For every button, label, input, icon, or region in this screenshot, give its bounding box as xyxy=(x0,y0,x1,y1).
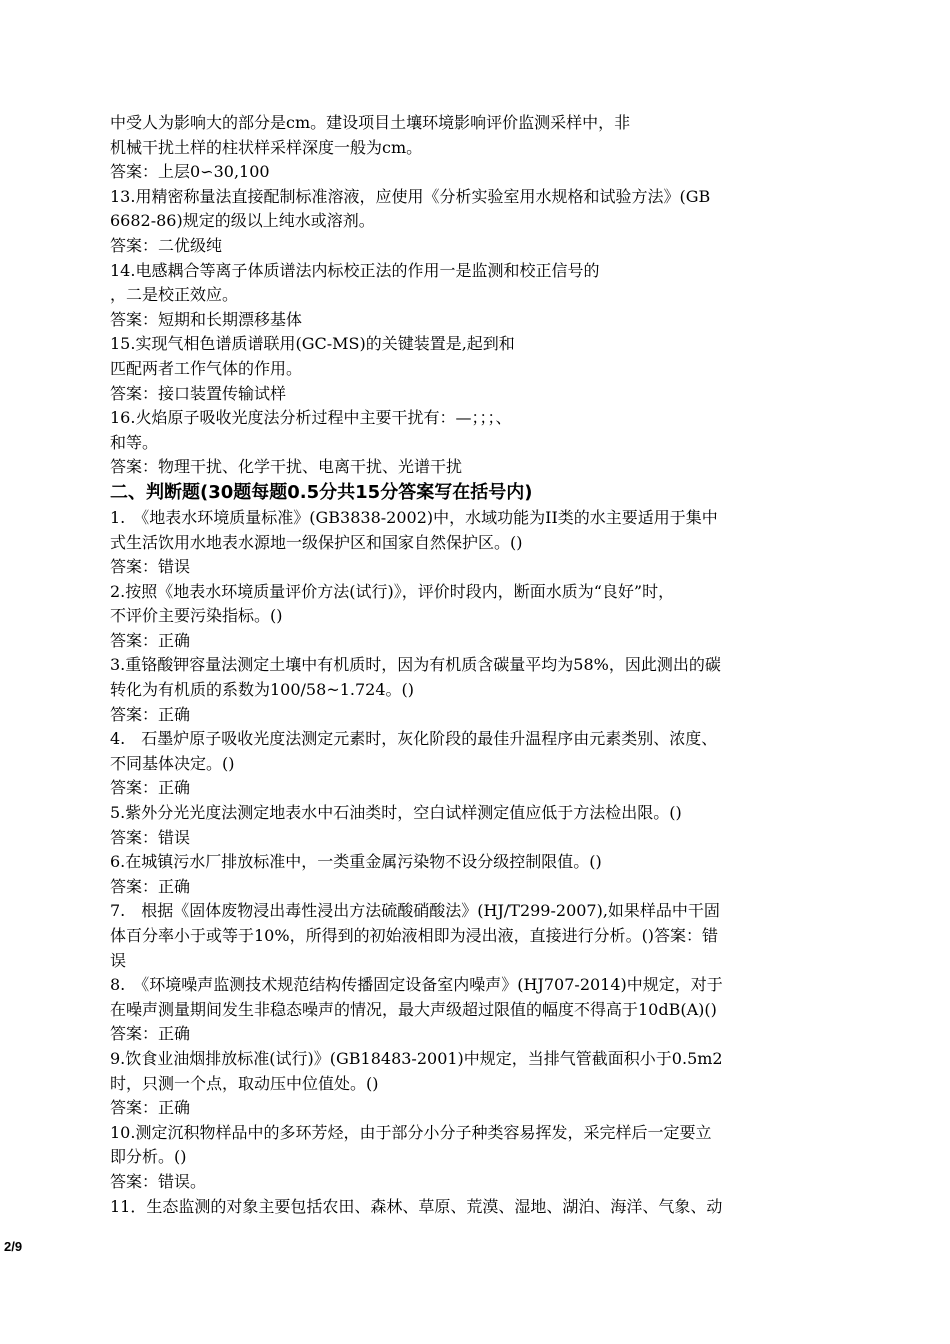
text-line: 答案：错误 xyxy=(110,827,191,847)
text-line: 答案：上层0∽30,100 xyxy=(110,162,270,182)
text-line: ，二是校正效应。 xyxy=(110,285,239,305)
text-line: 式生活饮用水地表水源地一级保护区和国家自然保护区。() xyxy=(110,532,523,552)
text-line: 答案：二优级纯 xyxy=(110,235,223,255)
text-line: 答案：正确 xyxy=(110,778,191,798)
text-line: 2.按照《地表水环境质量评价方法(试行)》，评价时段内，断面水质为“良好”时， xyxy=(110,581,675,601)
text-line: 时，只测一个点，取动压中位值处。() xyxy=(110,1073,379,1093)
text-line: 8. 《环境噪声监测技术规范结构传播固定设备室内噪声》(HJ707-2014)中规定，对于 xyxy=(110,975,723,995)
text-line: 5.紫外分光光度法测定地表水中石油类时，空白试样测定值应低于方法检出限。() xyxy=(110,803,682,823)
text-line: 答案：正确 xyxy=(110,1098,191,1118)
text-line: 在噪声测量期间发生非稳态噪声的情况，最大声级超过限值的幅度不得高于10dB(A)() xyxy=(110,999,717,1019)
text-line: 中受人为影响大的部分是cm。建设项目土壤环境影响评价监测采样中，非 xyxy=(110,113,631,132)
text-line: 和等。 xyxy=(110,432,159,452)
text-line: 答案：短期和长期漂移基体 xyxy=(110,309,303,329)
text-line: 不同基体决定。() xyxy=(110,753,235,773)
text-line: 11．生态监测的对象主要包括农田、森林、草原、荒漠、湿地、湖泊、海洋、气象、动 xyxy=(110,1196,723,1216)
text-line: 10.测定沉积物样品中的多环芳烃，由于部分小分子种类容易挥发，采完样后一定要立 xyxy=(110,1122,712,1142)
text-line: 转化为有机质的系数为100/58~1.724。() xyxy=(110,680,414,700)
text-line: 答案：正确 xyxy=(110,1024,191,1044)
text-line: 答案：接口装置传输试样 xyxy=(110,383,287,403)
text-line: 答案：正确 xyxy=(110,876,191,896)
text-line: 14.电感耦合等离子体质谱法内标校正法的作用一是监测和校正信号的 xyxy=(110,260,600,280)
text-line: 3.重铬酸钾容量法测定土壤中有机质时，因为有机质含碳量平均为58%，因此测出的碳 xyxy=(110,655,721,675)
text-line: 机械干扰土样的柱状样采样深度一般为cm。 xyxy=(110,137,423,157)
page-number: 2/9 xyxy=(4,1239,23,1254)
text-line: 9.饮食业油烟排放标准(试行)》(GB18483-2001)中规定，当排气管截面积小于0.5m2 xyxy=(110,1048,723,1068)
text-line: 16.火焰原子吸收光度法分析过程中主要干扰有：—；；；、 xyxy=(110,408,512,428)
text-line: 7. 根据《固体废物浸出毒性浸出方法硫酸硝酸法》(HJ/T299-2007),如果样品中干固 xyxy=(110,901,720,921)
questions-fill-in-section xyxy=(110,111,840,480)
text-line: 答案：正确 xyxy=(110,704,191,724)
text-line: 6682-86)规定的级以上纯水或溶剂。 xyxy=(110,211,375,231)
text-line: 误 xyxy=(110,950,127,970)
text-line: 答案：正确 xyxy=(110,630,191,650)
text-line: 答案：错误。 xyxy=(110,1171,207,1191)
text-line: 13.用精密称量法直接配制标准溶液，应使用《分析实验室用水规格和试验方法》(GB xyxy=(110,186,711,206)
text-line: 6.在城镇污水厂排放标准中，一类重金属污染物不设分级控制限值。() xyxy=(110,852,602,872)
section-heading-true-false: 二、判断题(30题每题0.5分共15分答案写在括号内) xyxy=(110,481,533,503)
text-line: 不评价主要污染指标。() xyxy=(110,606,283,626)
text-line: 1. 《地表水环境质量标准》(GB3838-2002)中，水域功能为II类的水主要适用于集中 xyxy=(110,507,718,527)
document-body xyxy=(110,111,840,1219)
text-line: 15.实现气相色谱质谱联用(GC-MS)的关键装置是,起到和 xyxy=(110,334,515,354)
text-line: 体百分率小于或等于10%，所得到的初始液相即为浸出液，直接进行分析。()答案：错 xyxy=(110,926,719,945)
text-line: 匹配两者工作气体的作用。 xyxy=(110,358,303,378)
questions-true-false-section xyxy=(110,506,840,1219)
text-line: 答案：错误 xyxy=(110,557,191,577)
text-line: 答案：物理干扰、化学干扰、电离干扰、光谱干扰 xyxy=(110,457,463,477)
text-line: 即分析。() xyxy=(110,1147,187,1167)
text-line: 4. 石墨炉原子吸收光度法测定元素时，灰化阶段的最佳升温程序由元素类别、浓度、 xyxy=(110,729,718,749)
